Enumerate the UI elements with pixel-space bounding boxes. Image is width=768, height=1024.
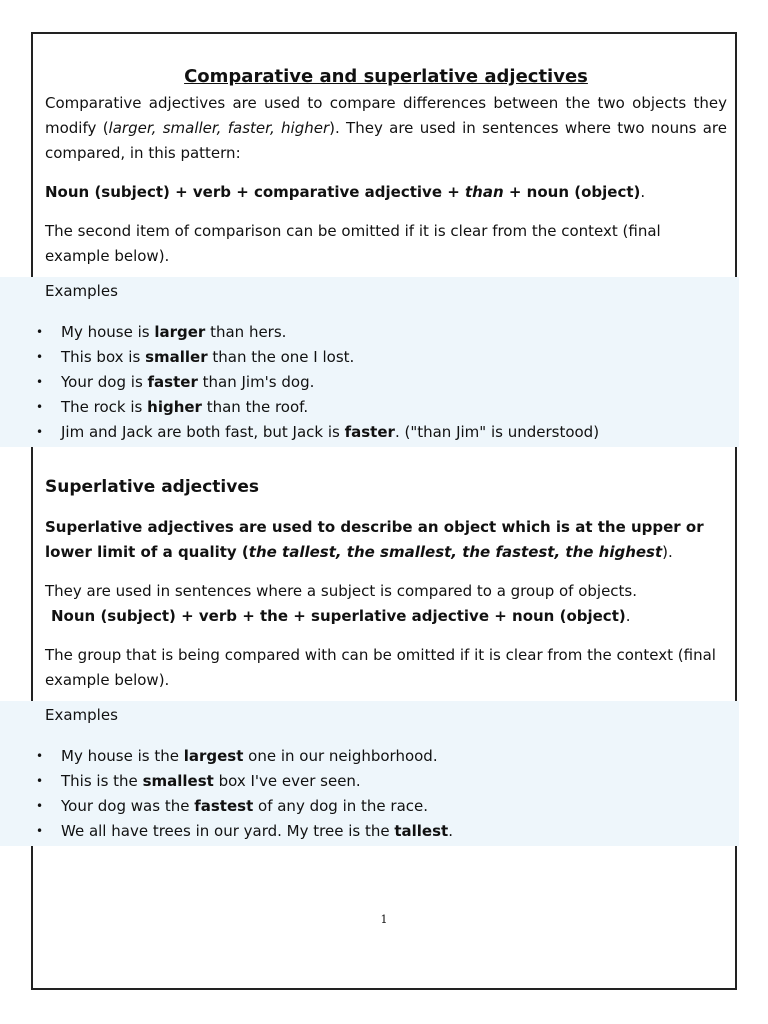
superlative-definition: [45, 515, 727, 565]
superlative-omit-note: The group that is being compared with can be omitted if it is clear from the context (final example below).: [45, 646, 716, 689]
intro-text-end: ). They are used in sentences where two nouns are compared, in this pattern:: [45, 119, 727, 162]
pattern-text: Noun (subject) + verb + comparative adjective +: [45, 183, 466, 201]
comparative-examples-box: [0, 277, 739, 447]
comparative-intro: [45, 91, 727, 166]
list-item: • Jim and Jack are both fast, but Jack is faster. ("than Jim" is understood): [45, 420, 739, 445]
definition-text: Superlative adjectives are used to describe an object which is at the upper or lower limit of a quality (: [45, 518, 704, 561]
comparative-pattern: [45, 180, 727, 205]
superlative-pattern: [45, 604, 727, 629]
superlative-examples-box: [0, 701, 739, 846]
list-item: • My house is the largest one in our neighborhood.: [45, 744, 739, 769]
list-item: • This is the smallest box I've ever seen.: [45, 769, 739, 794]
pattern-period: .: [625, 607, 631, 625]
examples-label: Examples: [45, 282, 118, 300]
comparative-examples-list: [45, 320, 739, 445]
superlative-examples-list: [45, 744, 739, 844]
document-title: Comparative and superlative adjectives: [184, 66, 588, 87]
intro-examples: larger, smaller, faster, higher: [108, 119, 330, 137]
document-body: [45, 66, 727, 846]
list-item: • Your dog was the fastest of any dog in the race.: [45, 794, 739, 819]
page-number: 1: [380, 913, 388, 926]
list-item: • We all have trees in our yard. My tree is the tallest.: [45, 819, 739, 844]
pattern-than: than: [465, 183, 504, 201]
examples-label: Examples: [45, 706, 118, 724]
comparative-omit-note: The second item of comparison can be omitted if it is clear from the context (final example below).: [45, 222, 661, 265]
pattern-period: .: [640, 183, 646, 201]
list-item: • The rock is higher than the roof.: [45, 395, 739, 420]
definition-end: ).: [662, 543, 673, 561]
list-item: • Your dog is faster than Jim's dog.: [45, 370, 739, 395]
superlative-usage: They are used in sentences where a subject is compared to a group of objects.: [45, 582, 638, 600]
pattern-text-end: + noun (object): [503, 183, 641, 201]
superlative-heading: Superlative adjectives: [45, 477, 259, 497]
pattern-text: Noun (subject) + verb + the + superlative adjective + noun (object): [51, 607, 626, 625]
intro-text: Comparative adjectives are used to compare differences between the two objects they modify (: [45, 94, 727, 137]
list-item: • My house is larger than hers.: [45, 320, 739, 345]
list-item: • This box is smaller than the one I lost.: [45, 345, 739, 370]
definition-examples: the tallest, the smallest, the fastest, the highest: [248, 543, 663, 561]
